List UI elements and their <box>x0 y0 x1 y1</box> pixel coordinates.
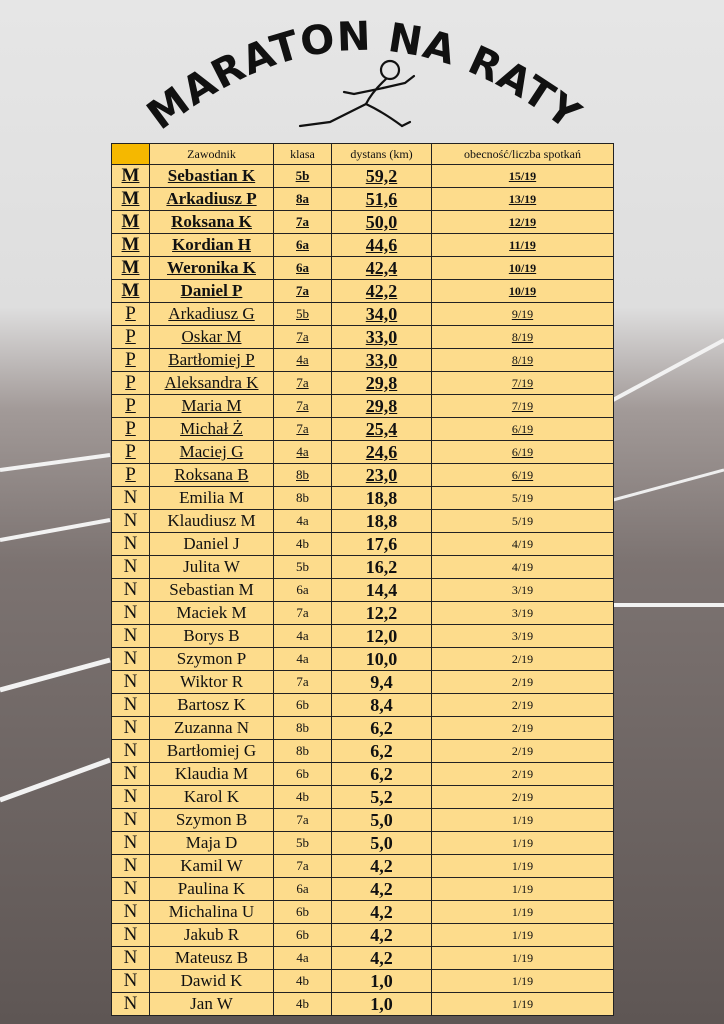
attendance-cell: 2/19 <box>432 694 614 717</box>
distance-cell: 4,2 <box>332 878 432 901</box>
class-cell: 6b <box>274 901 332 924</box>
name-cell: Daniel P <box>150 280 274 303</box>
category-cell: N <box>112 809 150 832</box>
header-category <box>112 144 150 165</box>
results-body <box>112 165 614 1016</box>
category-cell: P <box>112 372 150 395</box>
category-cell: P <box>112 395 150 418</box>
distance-cell: 6,2 <box>332 763 432 786</box>
name-cell: Maja D <box>150 832 274 855</box>
table-header-row <box>112 144 614 165</box>
attendance-cell: 5/19 <box>432 510 614 533</box>
table-row <box>112 970 614 993</box>
table-row <box>112 924 614 947</box>
category-cell: M <box>112 188 150 211</box>
class-cell: 4a <box>274 510 332 533</box>
class-cell: 8b <box>274 487 332 510</box>
class-cell: 6b <box>274 924 332 947</box>
category-cell: N <box>112 694 150 717</box>
name-cell: Bartłomiej G <box>150 740 274 763</box>
distance-cell: 12,0 <box>332 625 432 648</box>
category-cell: N <box>112 832 150 855</box>
name-cell: Michał Ż <box>150 418 274 441</box>
attendance-cell: 4/19 <box>432 556 614 579</box>
category-cell: N <box>112 487 150 510</box>
distance-cell: 23,0 <box>332 464 432 487</box>
name-cell: Julita W <box>150 556 274 579</box>
attendance-cell: 2/19 <box>432 763 614 786</box>
distance-cell: 34,0 <box>332 303 432 326</box>
table-row <box>112 602 614 625</box>
header-name: Zawodnik <box>150 144 274 165</box>
attendance-cell: 1/19 <box>432 947 614 970</box>
category-cell: N <box>112 625 150 648</box>
name-cell: Weronika K <box>150 257 274 280</box>
distance-cell: 5,0 <box>332 832 432 855</box>
attendance-cell: 1/19 <box>432 878 614 901</box>
name-cell: Roksana B <box>150 464 274 487</box>
class-cell: 7a <box>274 395 332 418</box>
class-cell: 4b <box>274 786 332 809</box>
table-row <box>112 349 614 372</box>
attendance-cell: 2/19 <box>432 717 614 740</box>
table-row <box>112 188 614 211</box>
attendance-cell: 2/19 <box>432 786 614 809</box>
table-row <box>112 648 614 671</box>
category-cell: N <box>112 947 150 970</box>
class-cell: 7a <box>274 280 332 303</box>
name-cell: Maria M <box>150 395 274 418</box>
table-row <box>112 579 614 602</box>
attendance-cell: 1/19 <box>432 832 614 855</box>
attendance-cell: 3/19 <box>432 579 614 602</box>
distance-cell: 51,6 <box>332 188 432 211</box>
class-cell: 8a <box>274 188 332 211</box>
distance-cell: 9,4 <box>332 671 432 694</box>
table-row <box>112 901 614 924</box>
attendance-cell: 2/19 <box>432 648 614 671</box>
name-cell: Bartłomiej P <box>150 349 274 372</box>
attendance-cell: 7/19 <box>432 372 614 395</box>
attendance-cell: 1/19 <box>432 993 614 1016</box>
name-cell: Sebastian M <box>150 579 274 602</box>
class-cell: 7a <box>274 671 332 694</box>
category-cell: N <box>112 970 150 993</box>
class-cell: 5b <box>274 832 332 855</box>
class-cell: 8b <box>274 740 332 763</box>
table-row <box>112 464 614 487</box>
name-cell: Klaudia M <box>150 763 274 786</box>
class-cell: 6a <box>274 579 332 602</box>
name-cell: Emilia M <box>150 487 274 510</box>
distance-cell: 24,6 <box>332 441 432 464</box>
table-row <box>112 303 614 326</box>
distance-cell: 16,2 <box>332 556 432 579</box>
class-cell: 5b <box>274 165 332 188</box>
name-cell: Szymon B <box>150 809 274 832</box>
table-row <box>112 234 614 257</box>
class-cell: 6a <box>274 878 332 901</box>
category-cell: M <box>112 234 150 257</box>
table-row <box>112 947 614 970</box>
distance-cell: 5,2 <box>332 786 432 809</box>
attendance-cell: 1/19 <box>432 901 614 924</box>
attendance-cell: 1/19 <box>432 809 614 832</box>
table-row <box>112 418 614 441</box>
distance-cell: 6,2 <box>332 717 432 740</box>
class-cell: 6a <box>274 257 332 280</box>
distance-cell: 6,2 <box>332 740 432 763</box>
header-class: klasa <box>274 144 332 165</box>
class-cell: 8b <box>274 464 332 487</box>
category-cell: P <box>112 349 150 372</box>
name-cell: Karol K <box>150 786 274 809</box>
category-cell: N <box>112 717 150 740</box>
name-cell: Daniel J <box>150 533 274 556</box>
table-row <box>112 326 614 349</box>
class-cell: 7a <box>274 326 332 349</box>
distance-cell: 33,0 <box>332 326 432 349</box>
runner-stick-figure-icon <box>300 61 414 126</box>
distance-cell: 18,8 <box>332 510 432 533</box>
class-cell: 7a <box>274 855 332 878</box>
distance-cell: 29,8 <box>332 395 432 418</box>
table-row <box>112 878 614 901</box>
category-cell: N <box>112 510 150 533</box>
distance-cell: 42,4 <box>332 257 432 280</box>
name-cell: Arkadiusz P <box>150 188 274 211</box>
table-row <box>112 211 614 234</box>
name-cell: Borys B <box>150 625 274 648</box>
class-cell: 4b <box>274 970 332 993</box>
name-cell: Dawid K <box>150 970 274 993</box>
class-cell: 7a <box>274 602 332 625</box>
name-cell: Aleksandra K <box>150 372 274 395</box>
attendance-cell: 6/19 <box>432 418 614 441</box>
attendance-cell: 10/19 <box>432 257 614 280</box>
name-cell: Wiktor R <box>150 671 274 694</box>
name-cell: Jakub R <box>150 924 274 947</box>
attendance-cell: 3/19 <box>432 625 614 648</box>
name-cell: Oskar M <box>150 326 274 349</box>
table-row <box>112 533 614 556</box>
distance-cell: 4,2 <box>332 855 432 878</box>
table-row <box>112 993 614 1016</box>
class-cell: 4a <box>274 947 332 970</box>
table-row <box>112 257 614 280</box>
class-cell: 8b <box>274 717 332 740</box>
name-cell: Jan W <box>150 993 274 1016</box>
distance-cell: 10,0 <box>332 648 432 671</box>
class-cell: 6a <box>274 234 332 257</box>
name-cell: Kamil W <box>150 855 274 878</box>
name-cell: Szymon P <box>150 648 274 671</box>
category-cell: N <box>112 533 150 556</box>
distance-cell: 1,0 <box>332 970 432 993</box>
category-cell: N <box>112 993 150 1016</box>
attendance-cell: 9/19 <box>432 303 614 326</box>
distance-cell: 25,4 <box>332 418 432 441</box>
attendance-cell: 10/19 <box>432 280 614 303</box>
name-cell: Bartosz K <box>150 694 274 717</box>
table-row <box>112 280 614 303</box>
table-row <box>112 786 614 809</box>
category-cell: N <box>112 786 150 809</box>
table-row <box>112 694 614 717</box>
table-row <box>112 372 614 395</box>
table-row <box>112 441 614 464</box>
category-cell: N <box>112 855 150 878</box>
category-cell: N <box>112 602 150 625</box>
attendance-cell: 8/19 <box>432 349 614 372</box>
page-title: MARATON NA RATY <box>138 13 589 140</box>
class-cell: 4a <box>274 349 332 372</box>
distance-cell: 14,4 <box>332 579 432 602</box>
table-row <box>112 740 614 763</box>
attendance-cell: 15/19 <box>432 165 614 188</box>
attendance-cell: 1/19 <box>432 970 614 993</box>
distance-cell: 4,2 <box>332 924 432 947</box>
class-cell: 5b <box>274 556 332 579</box>
class-cell: 4a <box>274 441 332 464</box>
category-cell: N <box>112 648 150 671</box>
name-cell: Mateusz B <box>150 947 274 970</box>
class-cell: 7a <box>274 211 332 234</box>
name-cell: Sebastian K <box>150 165 274 188</box>
distance-cell: 5,0 <box>332 809 432 832</box>
table-row <box>112 625 614 648</box>
category-cell: N <box>112 671 150 694</box>
attendance-cell: 6/19 <box>432 464 614 487</box>
table-row <box>112 556 614 579</box>
distance-cell: 1,0 <box>332 993 432 1016</box>
category-cell: M <box>112 280 150 303</box>
category-cell: N <box>112 901 150 924</box>
category-cell: N <box>112 579 150 602</box>
category-cell: P <box>112 303 150 326</box>
category-cell: N <box>112 763 150 786</box>
distance-cell: 59,2 <box>332 165 432 188</box>
distance-cell: 18,8 <box>332 487 432 510</box>
attendance-cell: 2/19 <box>432 671 614 694</box>
distance-cell: 33,0 <box>332 349 432 372</box>
name-cell: Arkadiusz G <box>150 303 274 326</box>
name-cell: Maciej G <box>150 441 274 464</box>
class-cell: 7a <box>274 372 332 395</box>
class-cell: 6b <box>274 694 332 717</box>
class-cell: 7a <box>274 418 332 441</box>
class-cell: 6b <box>274 763 332 786</box>
attendance-cell: 2/19 <box>432 740 614 763</box>
class-cell: 7a <box>274 809 332 832</box>
name-cell: Maciek M <box>150 602 274 625</box>
results-table <box>111 143 614 1016</box>
category-cell: P <box>112 418 150 441</box>
header-distance: dystans (km) <box>332 144 432 165</box>
header-attendance: obecność/liczba spotkań <box>432 144 614 165</box>
attendance-cell: 1/19 <box>432 924 614 947</box>
name-cell: Zuzanna N <box>150 717 274 740</box>
distance-cell: 44,6 <box>332 234 432 257</box>
class-cell: 4b <box>274 993 332 1016</box>
table-row <box>112 763 614 786</box>
name-cell: Klaudiusz M <box>150 510 274 533</box>
class-cell: 4a <box>274 625 332 648</box>
class-cell: 4b <box>274 533 332 556</box>
table-row <box>112 809 614 832</box>
table-row <box>112 671 614 694</box>
attendance-cell: 11/19 <box>432 234 614 257</box>
category-cell: N <box>112 924 150 947</box>
distance-cell: 50,0 <box>332 211 432 234</box>
category-cell: M <box>112 257 150 280</box>
table-row <box>112 855 614 878</box>
class-cell: 4a <box>274 648 332 671</box>
category-cell: P <box>112 441 150 464</box>
name-cell: Kordian H <box>150 234 274 257</box>
category-cell: M <box>112 165 150 188</box>
name-cell: Roksana K <box>150 211 274 234</box>
category-cell: P <box>112 326 150 349</box>
table-row <box>112 717 614 740</box>
category-cell: P <box>112 464 150 487</box>
attendance-cell: 13/19 <box>432 188 614 211</box>
table-row <box>112 165 614 188</box>
name-cell: Paulina K <box>150 878 274 901</box>
attendance-cell: 5/19 <box>432 487 614 510</box>
category-cell: N <box>112 878 150 901</box>
attendance-cell: 7/19 <box>432 395 614 418</box>
distance-cell: 8,4 <box>332 694 432 717</box>
table-row <box>112 510 614 533</box>
distance-cell: 12,2 <box>332 602 432 625</box>
class-cell: 5b <box>274 303 332 326</box>
category-cell: M <box>112 211 150 234</box>
attendance-cell: 4/19 <box>432 533 614 556</box>
attendance-cell: 8/19 <box>432 326 614 349</box>
distance-cell: 29,8 <box>332 372 432 395</box>
attendance-cell: 3/19 <box>432 602 614 625</box>
table-row <box>112 487 614 510</box>
distance-cell: 42,2 <box>332 280 432 303</box>
distance-cell: 17,6 <box>332 533 432 556</box>
attendance-cell: 12/19 <box>432 211 614 234</box>
attendance-cell: 6/19 <box>432 441 614 464</box>
category-cell: N <box>112 556 150 579</box>
category-cell: N <box>112 740 150 763</box>
title-arc <box>0 0 724 150</box>
distance-cell: 4,2 <box>332 901 432 924</box>
attendance-cell: 1/19 <box>432 855 614 878</box>
table-row <box>112 395 614 418</box>
table-row <box>112 832 614 855</box>
distance-cell: 4,2 <box>332 947 432 970</box>
name-cell: Michalina U <box>150 901 274 924</box>
